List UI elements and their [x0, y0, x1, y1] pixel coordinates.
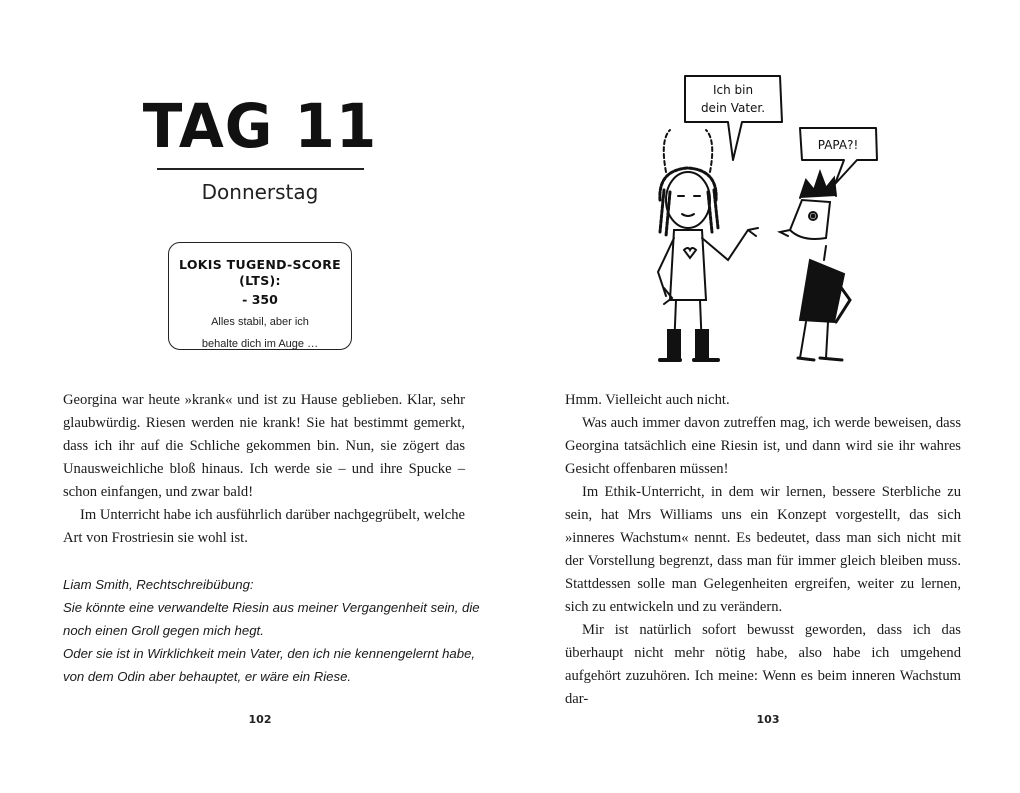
handwritten-note: [63, 573, 480, 688]
paragraph: Georgina war heute »krank« und ist zu Hause geblieben. Klar, sehr glaubwürdig. Riesen werden nie krank! Sie hat bestimmt gemerkt, dass ich ihr auf die Schliche gekommen bin. Nun, sie zögert das Unausweichliche bloß hinaus. Ich werde sie – und ihre Spucke – schon einfangen, und zwar bald!: [63, 392, 465, 500]
score-title: LOKIS TUGEND-SCORE (LTS):: [179, 257, 341, 288]
handwritten-line: Oder sie ist in Wirklichkeit mein Vater, den ich nie kennengelernt habe,: [63, 646, 476, 661]
handwritten-line: noch einen Groll gegen mich hegt.: [63, 623, 264, 638]
right-page: [510, 0, 1020, 793]
georgina-figure: [658, 130, 758, 360]
left-body-text: [63, 389, 465, 550]
speech-bubble-right: [800, 128, 877, 184]
paragraph: Mir ist natürlich sofort bewusst geworden, dass ich das überhaupt nicht mehr nötig habe, also habe ich umgehend aufgehört zuzuhören. Ich meine: Wenn es beim inneren Wachstum dar-: [565, 622, 961, 707]
score-value: - 350: [242, 292, 278, 307]
virtue-score-box: [168, 242, 352, 350]
paragraph: Was auch immer davon zutreffen mag, ich werde beweisen, dass Georgina tatsächlich eine Riesin ist, und dann wird sie ihr wahres Gesicht offenbaren müssen!: [565, 415, 961, 477]
paragraph: Im Ethik-Unterricht, in dem wir lernen, bessere Sterbliche zu sein, hat Mrs Williams uns ein Konzept vorgestellt, das sich »inneres Wachstum« nennt. Es bedeutet, dass man sich nicht mit der Vorstellung begrenzt, dass man für immer gleich bleiben muss. Stattdessen solle man Gelegenheiten ergreifen, weiter zu lernen, sich zu entwickeln und zu verändern.: [565, 484, 961, 615]
chapter-subtitle: Donnerstag: [201, 180, 319, 204]
right-body-text: [565, 389, 961, 711]
loki-figure: [780, 172, 850, 360]
chapter-title: TAG 11: [142, 90, 378, 162]
page-number: 102: [248, 713, 272, 726]
chapter-divider: [157, 168, 364, 170]
bubble-left-line2: dein Vater.: [700, 101, 766, 115]
paragraph: Hmm. Vielleicht auch nicht.: [565, 392, 730, 408]
comic-illustration: [630, 60, 960, 370]
bubble-left-line1: Ich bin: [712, 83, 754, 97]
handwritten-heading: Liam Smith, Rechtschreibübung:: [63, 577, 254, 592]
speech-bubble-left: [685, 76, 782, 160]
page-number: 103: [756, 713, 780, 726]
bubble-right-text: PAPA?!: [817, 138, 859, 152]
handwritten-line: Sie könnte eine verwandelte Riesin aus meiner Vergangenheit sein, die: [63, 600, 480, 615]
score-note-line1: Alles stabil, aber ich: [211, 316, 309, 328]
handwritten-line: von dem Odin aber behauptet, er wäre ein Riese.: [63, 669, 352, 684]
score-note-line2: behalte dich im Auge …: [201, 338, 319, 350]
paragraph: Im Unterricht habe ich ausführlich darüber nachgegrübelt, welche Art von Frostriesin sie wohl ist.: [63, 507, 465, 546]
